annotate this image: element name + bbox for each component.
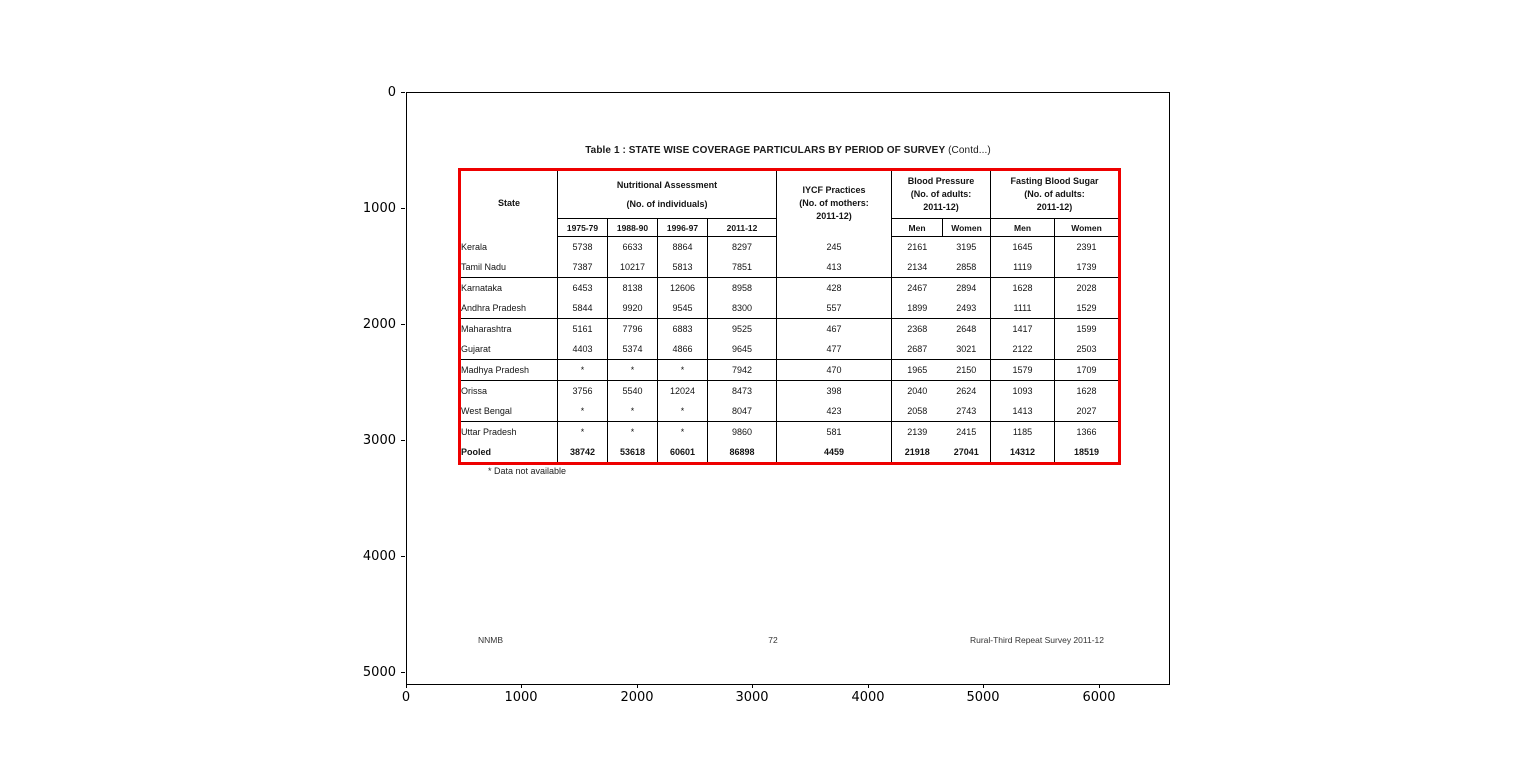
state-cell: Kerala (460, 237, 558, 258)
x-tick-mark (752, 684, 753, 688)
table-cell: 8138 (608, 278, 658, 299)
table-cell: * (558, 422, 608, 443)
table-cell: 2139 (907, 427, 928, 437)
table-title-main: Table 1 : STATE WISE COVERAGE PARTICULARS BY PERIOD OF SURVEY (585, 145, 946, 156)
table-cell: 9920 (608, 298, 658, 319)
table-cell: 3756 (558, 381, 608, 402)
table-cell: 2150 (943, 360, 991, 381)
bp-line3: 2011-12) (923, 202, 959, 212)
table-cell: 1417 (991, 319, 1055, 340)
table-cell: 3021 (943, 339, 991, 360)
table-cell: 5844 (558, 298, 608, 319)
state-cell: West Bengal (460, 401, 558, 422)
table-cell: 1413 (991, 401, 1055, 422)
table-cell: 86898 (708, 442, 777, 464)
table-cell: 14312 (991, 442, 1055, 464)
col-header-1996-97: 1996-97 (658, 219, 708, 237)
page-footer (458, 635, 1118, 649)
table-cell: 413 (777, 257, 892, 278)
table-cell: 581 (777, 422, 892, 443)
x-tick-mark (406, 684, 407, 688)
table-cell: 2040 (907, 386, 928, 396)
table-cell: 60601 (658, 442, 708, 464)
table-cell: 7796 (608, 319, 658, 340)
nutritional-line1: Nutritional Assessment (616, 179, 718, 190)
table-cell: 2624 (943, 381, 991, 402)
bp-line1: Blood Pressure (907, 176, 975, 186)
table-cell: 2858 (943, 257, 991, 278)
state-cell: Pooled (460, 442, 558, 464)
table-row-karnataka (460, 278, 1120, 299)
col-header-2011-12: 2011-12 (708, 219, 777, 237)
table-cell: 27041 (943, 442, 991, 464)
table-cell: 1185 (991, 422, 1055, 443)
y-tick-mark (401, 440, 405, 441)
table-cell: 2122 (991, 339, 1055, 360)
x-tick-mark (637, 684, 638, 688)
table-cell: 2028 (1076, 283, 1097, 293)
spacer (558, 192, 776, 198)
state-cell: Tamil Nadu (460, 257, 558, 278)
table-row-orissa (460, 381, 1120, 402)
x-tick-label: 4000 (851, 690, 885, 705)
table-cell: 3195 (943, 237, 991, 258)
table-cell: 6453 (558, 278, 608, 299)
table-cell: 2493 (943, 298, 991, 319)
table-cell: 470 (777, 360, 892, 381)
table-cell: 2368 (907, 324, 928, 334)
fbs-line2: (No. of adults: (1024, 189, 1085, 199)
table-cell: 1709 (1055, 360, 1120, 381)
table-cell: 21918 (904, 447, 930, 457)
table-cell: 6633 (608, 237, 658, 258)
x-tick-label: 1000 (504, 690, 538, 705)
table-cell: 7942 (708, 360, 777, 381)
table-cell: 1119 (991, 257, 1055, 278)
table-cell: * (608, 360, 658, 381)
table-cell: 7387 (558, 257, 608, 278)
header-row-groups (460, 170, 1120, 219)
y-tick-label: 0 (387, 85, 396, 100)
table-row-west-bengal (460, 401, 1120, 422)
table-cell: 2161 (907, 242, 928, 252)
table-cell: 5738 (558, 237, 608, 258)
table-cell: * (658, 360, 708, 381)
table-cell: 38742 (558, 442, 608, 464)
x-tick-label: 5000 (966, 690, 1000, 705)
table-cell: 1529 (1055, 298, 1120, 319)
table-cell: * (658, 422, 708, 443)
table-cell: * (608, 401, 658, 422)
table-cell: 5161 (558, 319, 608, 340)
col-header-1975-79: 1975-79 (558, 219, 608, 237)
table-row-tamil-nadu (460, 257, 1120, 278)
table-cell: 2687 (892, 339, 943, 360)
footer-page-number: 72 (768, 635, 778, 645)
table-row-maharashtra (460, 319, 1120, 340)
table-cell: 9545 (658, 298, 708, 319)
col-header-nutritional (558, 170, 777, 219)
x-tick-mark (983, 684, 984, 688)
table-cell: 2503 (1055, 339, 1120, 360)
col-header-fasting-blood-sugar (991, 170, 1120, 219)
table-cell: 423 (777, 401, 892, 422)
x-tick-label: 6000 (1082, 690, 1116, 705)
table-cell: 1628 (1076, 386, 1097, 396)
col-header-state: State (460, 170, 558, 237)
state-cell: Maharashtra (460, 319, 558, 340)
state-cell: Gujarat (460, 339, 558, 360)
table-cell: 2415 (943, 422, 991, 443)
table-cell: 4459 (777, 442, 892, 464)
table-cell: 467 (777, 319, 892, 340)
table-cell: 1093 (991, 381, 1055, 402)
table-cell: 9860 (708, 422, 777, 443)
table-cell: * (658, 401, 708, 422)
table-cell: 557 (777, 298, 892, 319)
x-tick-mark (1099, 684, 1100, 688)
table-cell: 2894 (943, 278, 991, 299)
col-header-bp-women: Women (943, 219, 991, 237)
table-cell: 2391 (1076, 242, 1097, 252)
col-header-1988-90: 1988-90 (608, 219, 658, 237)
table-cell: * (558, 401, 608, 422)
table-cell: 8958 (708, 278, 777, 299)
table-cell: 2058 (892, 401, 943, 422)
table-cell: 398 (777, 381, 892, 402)
table-cell: * (558, 360, 608, 381)
y-tick-label: 3000 (362, 433, 396, 448)
table-cell: 2027 (1055, 401, 1120, 422)
table-cell: 2743 (943, 401, 991, 422)
table-cell: 53618 (608, 442, 658, 464)
y-tick-mark (401, 92, 405, 93)
fbs-line1: Fasting Blood Sugar (1010, 176, 1099, 186)
table-row-kerala (460, 237, 1120, 258)
iycf-line3: 2011-12) (816, 211, 852, 222)
y-tick-mark (401, 672, 405, 673)
table-cell: 18519 (1074, 447, 1100, 457)
iycf-line1: IYCF Practices (802, 185, 866, 196)
footer-org: NNMB (478, 635, 504, 645)
x-tick-label: 3000 (735, 690, 769, 705)
table-cell: 5374 (608, 339, 658, 360)
x-tick-mark (868, 684, 869, 688)
table-cell: 1111 (991, 298, 1055, 319)
table-cell: 6883 (658, 319, 708, 340)
table-title-contd: (Contd...) (948, 145, 991, 156)
table-cell: 428 (777, 278, 892, 299)
state-cell: Orissa (460, 381, 558, 402)
table-cell: 1739 (1055, 257, 1120, 278)
x-tick-label: 0 (401, 690, 411, 705)
x-tick-label: 2000 (620, 690, 654, 705)
table-cell: 8864 (658, 237, 708, 258)
table-cell: 9645 (708, 339, 777, 360)
table-cell: 4403 (558, 339, 608, 360)
y-tick-label: 1000 (362, 201, 396, 216)
table-cell: 1645 (991, 237, 1055, 258)
table-title (458, 145, 1118, 156)
table-cell: 5540 (608, 381, 658, 402)
table-cell: 477 (777, 339, 892, 360)
col-header-bp-men: Men (892, 219, 943, 237)
fbs-line3: 2011-12) (1036, 202, 1073, 212)
table-cell: 8473 (708, 381, 777, 402)
table-cell: 2648 (943, 319, 991, 340)
table-cell: 7851 (708, 257, 777, 278)
y-tick-mark (401, 556, 405, 557)
col-header-fbs-men: Men (991, 219, 1055, 237)
nutritional-line2: (No. of individuals) (626, 198, 708, 209)
table-cell: 9525 (708, 319, 777, 340)
table-cell: 12606 (658, 278, 708, 299)
y-tick-mark (401, 208, 405, 209)
table-cell: 4866 (658, 339, 708, 360)
table-cell: 1599 (1076, 324, 1097, 334)
state-cell: Madhya Pradesh (460, 360, 558, 381)
table-cell: 2134 (892, 257, 943, 278)
table-cell: 245 (777, 237, 892, 258)
y-tick-label: 4000 (362, 549, 396, 564)
table-cell: 8300 (708, 298, 777, 319)
footnote: * Data not available (488, 466, 567, 476)
state-cell: Karnataka (460, 278, 558, 299)
col-header-iycf (777, 170, 892, 237)
table-row-gujarat (460, 339, 1120, 360)
table-cell: 8047 (708, 401, 777, 422)
table-cell: 8297 (708, 237, 777, 258)
footer-survey-name: Rural-Third Repeat Survey 2011-12 (969, 635, 1104, 645)
iycf-line2: (No. of mothers: (799, 198, 869, 209)
state-cell: Andhra Pradesh (460, 298, 558, 319)
y-tick-label: 2000 (362, 317, 396, 332)
table-cell: 5813 (658, 257, 708, 278)
table-row-andhra-pradesh (460, 298, 1120, 319)
state-cell: Uttar Pradesh (460, 422, 558, 443)
x-tick-mark (521, 684, 522, 688)
bp-line2: (No. of adults: (910, 189, 972, 199)
col-header-blood-pressure (892, 170, 991, 219)
table-cell: 1579 (991, 360, 1055, 381)
coverage-table (458, 168, 1121, 465)
y-tick-label: 5000 (362, 665, 396, 680)
table-cell: 1628 (991, 278, 1055, 299)
y-tick-mark (401, 324, 405, 325)
table-row-madhya-pradesh (460, 360, 1120, 381)
table-cell: 1899 (892, 298, 943, 319)
table-cell: 2467 (907, 283, 928, 293)
table-cell: 10217 (608, 257, 658, 278)
table-cell: 1366 (1076, 427, 1097, 437)
col-header-fbs-women: Women (1055, 219, 1120, 237)
table-cell: * (608, 422, 658, 443)
table-cell: 1965 (892, 360, 943, 381)
table-row-pooled (460, 442, 1120, 464)
table-row-uttar-pradesh (460, 422, 1120, 443)
table-cell: 12024 (658, 381, 708, 402)
